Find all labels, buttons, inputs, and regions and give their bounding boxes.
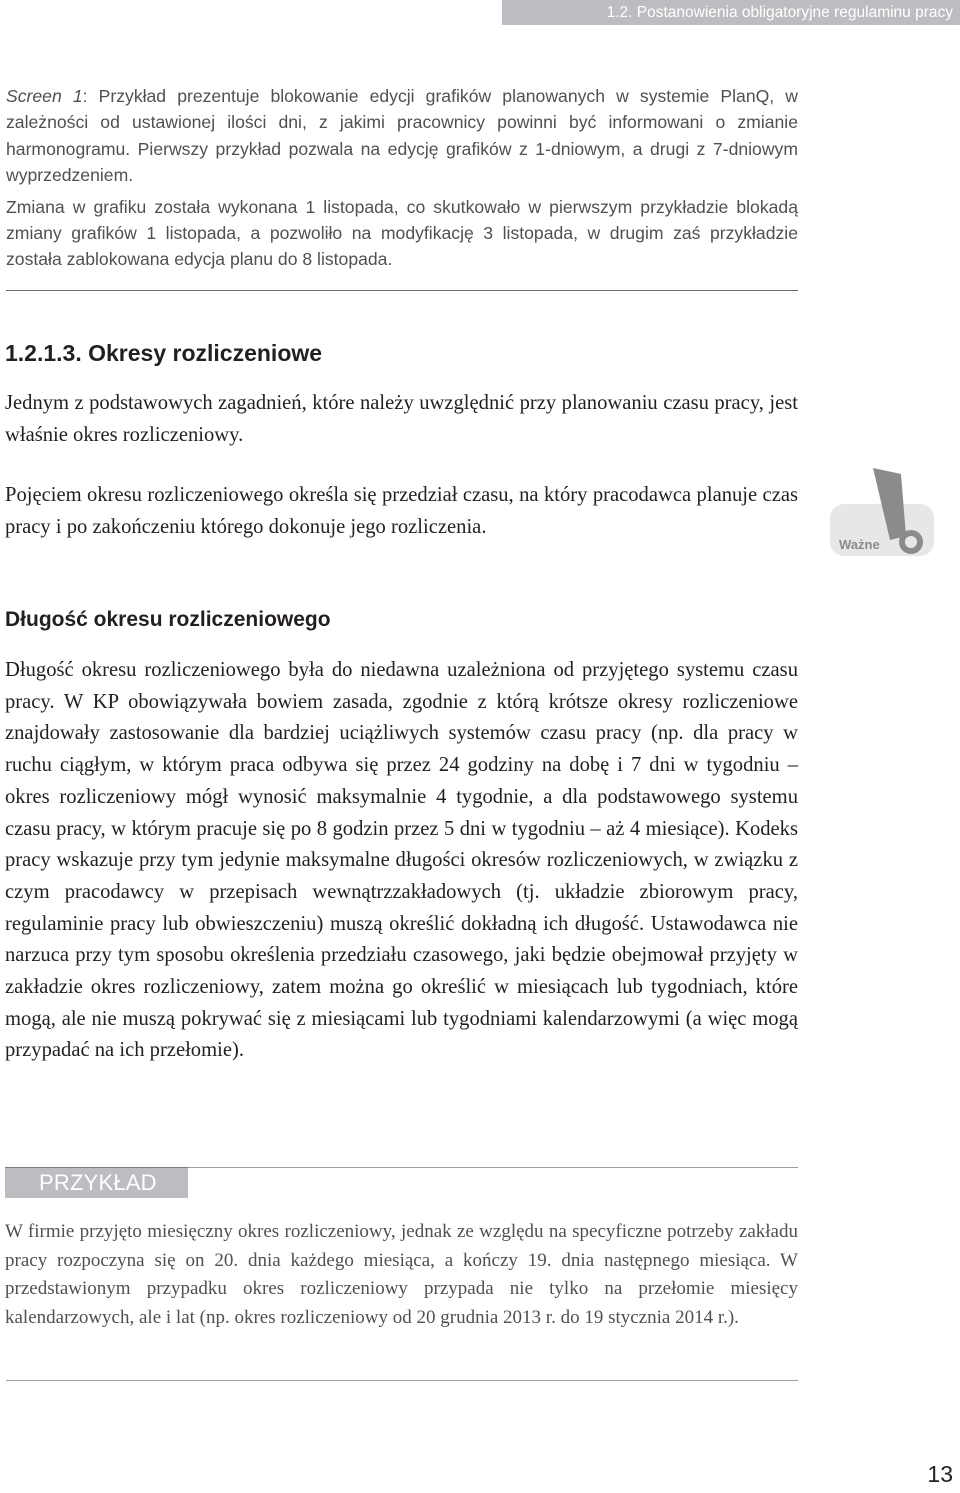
running-title: 1.2. Postanowienia obligatoryjne regulaminu pracy: [606, 4, 953, 21]
section-paragraph-1: Jednym z podstawowych zagadnień, które należy uwzględnić przy planowaniu czasu pracy, jest właśnie okres rozliczeniowy.: [5, 392, 798, 446]
important-label: Ważne: [839, 537, 880, 552]
caption-paragraph: [6, 83, 798, 189]
example-bottom-rule: [6, 1380, 798, 1381]
example-tab-label: PRZYKŁAD: [39, 1170, 157, 1195]
subsection-body: [5, 655, 798, 1067]
example-tab: [5, 1167, 188, 1199]
section-heading: 1.2.1.3. Okresy rozliczeniowe: [5, 340, 323, 366]
page-number: 13: [927, 1461, 953, 1487]
subsection-paragraph: Długość okresu rozliczeniowego była do niedawna uzależniona od przyjętego systemu czasu pracy. W KP obowiązywała bowiem zasada, zgodnie z którą krótsze okresy rozliczeniowe znajdowały zastosowanie dla bardziej uciążliwych systemów czasu pracy (np. dla pracy w ruchu ciągłym, w którym praca odbywa się przez 24 godziny na dobę i 7 dni w tygodniu – okres rozliczeniowy mógł wynosić maksymalnie 4 tygodnie, a dla podstawowego systemu czasu pracy, w którym pracuje się po 8 godzin przez 5 dni w tygodniu – aż 4 miesiące). Kodeks pracy wskazuje przy tym jedynie maksymalne długości okresów rozliczeniowych, w związku z czym pracodawcy w przepisach wewnątrzzakładowych (tj. układzie zbiorowym pracy, regulaminie pracy lub obwieszczeniu) muszą określić dokładną ich długość. Ustawodawca nie narzuca przy tym sposobu określenia przedziału czasowego, jaki będzie obejmował przyjęty w zakładzie okres rozliczeniowy, zatem można go określić w miesiącach lub tygodniach, które mogą, ale nie muszą pokrywać się z miesiącami lub tygodniami kalendarzowymi (a więc mogą przypadać na ich przełomie).: [5, 659, 798, 1062]
subsection-heading: Długość okresu rozliczeniowego: [5, 608, 331, 631]
section-definition: [5, 480, 798, 543]
example-text: [5, 1218, 798, 1332]
running-header: [502, 0, 960, 25]
example-paragraph: W firmie przyjęto miesięczny okres rozliczeniowy, jednak ze względu na specyficzne potrzeby zakładu pracy rozpoczyna się on 20. dnia każdego miesiąca, a kończy 19. dnia następnego miesiąca. W przedstawionym przypadku okres rozliczeniowy przypada nie tylko na przełomie miesięcy kalendarzowych, ale i lat (np. okres rozliczeniowy od 20 grudnia 2013 r. do 19 stycznia 2014 r.).: [5, 1221, 798, 1328]
caption-text: : Przykład prezentuje blokowanie edycji grafików planowanych w systemie PlanQ, w zależności od ustawionej ilości dni, z jakimi pracownicy powinni być informowani o zmianie harmonogramu. Pierwszy przykład pozwala na edycję grafików z 1-dniowym, a drugi z 7-dniowym wyprzedzeniem.: [6, 86, 798, 186]
section-intro: [5, 388, 798, 451]
caption-divider: [6, 290, 798, 291]
caption-label: Screen 1: [6, 86, 83, 106]
screen-caption: [6, 83, 798, 278]
section-paragraph-2: Pojęciem okresu rozliczeniowego określa się przedział czasu, na który pracodawca planuje czas pracy i po zakończeniu którego dokonuje jego rozliczenia.: [5, 484, 798, 538]
caption-note: Zmiana w grafiku została wykonana 1 listopada, co skutkowało w pierwszym przykładzie blokadą zmiany grafików 1 listopada, a pozwoliło na modyfikację 3 listopada, w drugim zaś przykładzie została zablokowana edycja planu do 8 listopada.: [6, 196, 798, 270]
